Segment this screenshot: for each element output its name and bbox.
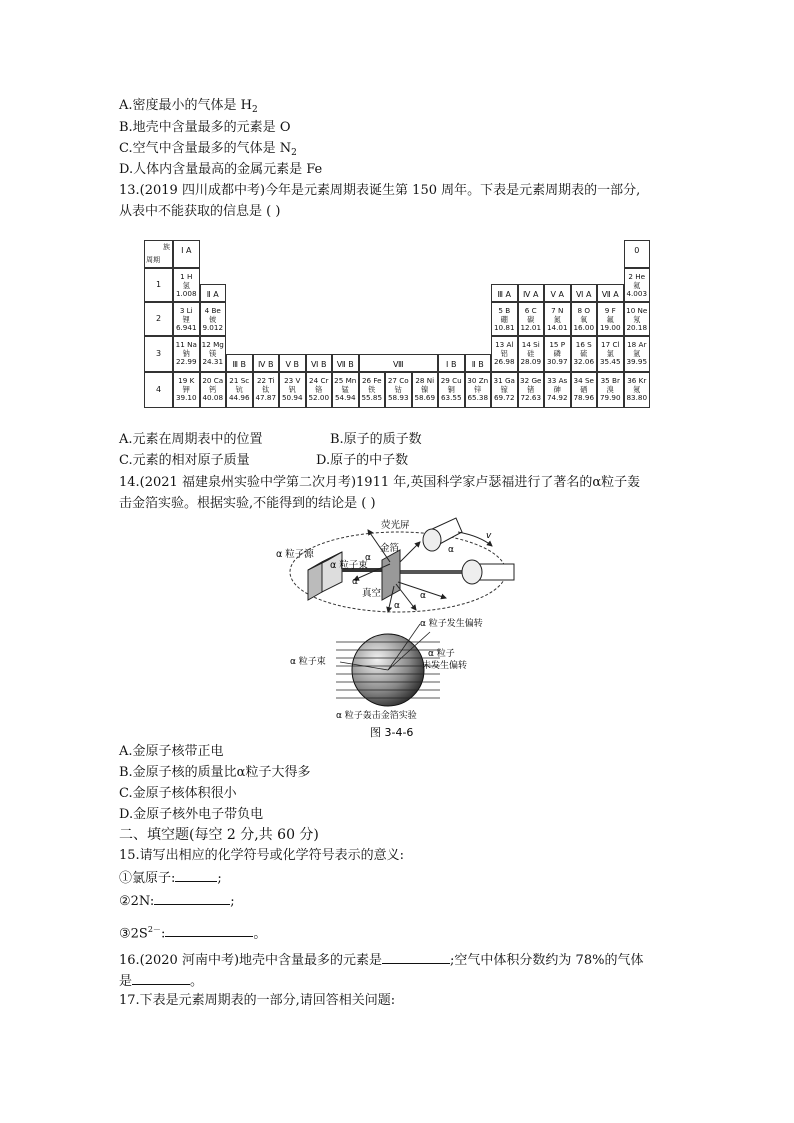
element-cell-He: 2 He 氦 4.003 bbox=[624, 268, 651, 302]
element-cell: 36 Kr 氪 83.80 bbox=[624, 372, 651, 408]
q13-option-d: D.原子的中子数 bbox=[316, 453, 409, 468]
element-cell: 32 Ge 锗 72.63 bbox=[518, 372, 545, 408]
q16-line2: 是 。 bbox=[119, 974, 204, 989]
gold-foil-plate bbox=[382, 550, 400, 600]
element-cell: 33 As 砷 74.92 bbox=[544, 372, 571, 408]
q15-item-3: $③2S^{2-}$: 。 bbox=[119, 925, 267, 942]
element-cell: 6 C 碳 12.01 bbox=[518, 302, 545, 336]
element-cell: 19 K 钾 39.10 bbox=[173, 372, 200, 408]
q12-option-b: B.地壳中含量最多的元素是 O bbox=[119, 120, 291, 135]
rutherford-experiment-figure bbox=[270, 512, 530, 742]
group-label-IIIB: Ⅲ B bbox=[226, 354, 253, 372]
q13-stem-line2: 从表中不能获取的信息是 ( ) bbox=[119, 204, 281, 219]
transmitted-beam-bar bbox=[398, 570, 468, 574]
element-cell: 30 Zn 锌 65.38 bbox=[465, 372, 492, 408]
q13-option-b: B.原子的质子数 bbox=[330, 432, 422, 447]
q13-option-a: A.元素在周期表中的位置 bbox=[119, 432, 263, 447]
label-not-deflected: 未发生偏转 bbox=[422, 661, 468, 671]
element-cell: 25 Mn 锰 54.94 bbox=[332, 372, 359, 408]
element-cell: 35 Br 溴 79.90 bbox=[597, 372, 624, 408]
element-cell: 3 Li 锂 6.941 bbox=[173, 302, 200, 336]
element-cell: 15 P 磷 30.97 bbox=[544, 336, 571, 372]
q12-option-d: D.人体内含量最高的金属元素是 Fe bbox=[119, 162, 323, 177]
element-cell: 12 Mg 镁 24.31 bbox=[200, 336, 227, 372]
element-cell: 4 Be 铍 9.012 bbox=[200, 302, 227, 336]
element-cell: 24 Cr 铬 52.00 bbox=[306, 372, 333, 408]
q14-option-a: A.金原子核带正电 bbox=[119, 744, 224, 759]
period-label: 4 bbox=[144, 372, 173, 408]
period-label: 1 bbox=[144, 268, 173, 302]
element-cell: 34 Se 硒 78.96 bbox=[571, 372, 598, 408]
group-label-IIB: Ⅱ B bbox=[465, 354, 492, 372]
q17-stem: 17.下表是元素周期表的一部分,请回答相关问题: bbox=[119, 993, 396, 1008]
q13-option-c: C.元素的相对原子质量 bbox=[119, 453, 250, 468]
label-alpha-5: α bbox=[448, 545, 454, 555]
q14-option-c: C.金原子核体积很小 bbox=[119, 786, 237, 801]
answer-blank[interactable] bbox=[175, 869, 217, 882]
element-cell: 26 Fe 铁 55.85 bbox=[359, 372, 386, 408]
section-heading: 二、填空题(每空 2 分,共 60 分) bbox=[119, 827, 319, 843]
group-label-VIIA: Ⅶ A bbox=[597, 284, 624, 302]
element-cell: 22 Ti 钛 47.87 bbox=[253, 372, 280, 408]
element-cell: 11 Na 钠 22.99 bbox=[173, 336, 200, 372]
element-cell: 23 V 钒 50.94 bbox=[279, 372, 306, 408]
alpha-arrow-6 bbox=[400, 542, 420, 562]
element-cell: 16 S 硫 32.06 bbox=[571, 336, 598, 372]
q14-option-b: B.金原子核的质量比α粒子大得多 bbox=[119, 765, 311, 780]
group-label-VIA: Ⅵ A bbox=[571, 284, 598, 302]
label-alpha-2: α bbox=[352, 577, 358, 587]
label-alpha-particle: α 粒子 bbox=[428, 649, 455, 659]
q14-stem-line1: 14.(2021 福建泉州实验中学第二次月考)1911 年,英国科学家卢瑟福进行了著名的α粒子轰 bbox=[119, 475, 641, 490]
element-cell: 27 Co 钴 58.93 bbox=[385, 372, 412, 408]
group-label-VIIB: Ⅶ B bbox=[332, 354, 359, 372]
group-label-VIII: Ⅷ bbox=[359, 354, 439, 372]
group-label-IIA: Ⅱ A bbox=[200, 284, 227, 302]
label-alpha-3: α bbox=[394, 601, 400, 611]
element-cell: 31 Ga 镓 69.72 bbox=[491, 372, 518, 408]
group-label-IA: Ⅰ A bbox=[173, 240, 200, 268]
group-label-VA: Ⅴ A bbox=[544, 284, 571, 302]
figure-caption: 图 3-4-6 bbox=[370, 726, 414, 739]
label-alpha-beam: α 粒子束 bbox=[330, 560, 368, 571]
group-label-IB: Ⅰ B bbox=[438, 354, 465, 372]
element-cell: 5 B 硼 10.81 bbox=[491, 302, 518, 336]
answer-blank[interactable] bbox=[154, 892, 230, 905]
q16-line1: 16.(2020 河南中考)地壳中含量最多的元素是 ;空气中体积分数约为 78%的气体 bbox=[119, 953, 644, 968]
label-alpha-4: α bbox=[420, 591, 426, 601]
element-cell: 9 F 氟 19.00 bbox=[597, 302, 624, 336]
label-fluorescent-screen: 荧光屏 bbox=[381, 520, 410, 531]
element-cell: 21 Sc 钪 44.96 bbox=[226, 372, 253, 408]
label-deflected: α 粒子发生偏转 bbox=[420, 619, 483, 629]
q15-item-2: ②2N: ; bbox=[119, 894, 235, 909]
label-beam-bottom: α 粒子束 bbox=[290, 657, 326, 667]
q14-stem-line2: 击金箔实验。根据实验,不能得到的结论是 ( ) bbox=[119, 496, 376, 511]
label-alpha-source: α 粒子源 bbox=[276, 549, 314, 560]
label-alpha-1: α bbox=[365, 553, 371, 563]
element-cell: 10 Ne 氖 20.18 bbox=[624, 302, 651, 336]
label-v: v bbox=[486, 531, 492, 541]
answer-blank[interactable] bbox=[132, 972, 190, 985]
answer-blank[interactable] bbox=[382, 951, 450, 964]
table-corner: 族 周期 bbox=[144, 240, 173, 268]
group-label-IVA: Ⅳ A bbox=[518, 284, 545, 302]
period-label: 2 bbox=[144, 302, 173, 336]
group-label-IIIA: Ⅲ A bbox=[491, 284, 518, 302]
element-cell: 8 O 氧 16.00 bbox=[571, 302, 598, 336]
q12-option-a: A.密度最小的气体是 $H_2$ bbox=[119, 98, 258, 115]
group-label-0: 0 bbox=[624, 240, 651, 268]
element-cell: 17 Cl 氯 35.45 bbox=[597, 336, 624, 372]
q14-option-d: D.金原子核外电子带负电 bbox=[119, 807, 264, 822]
group-label-VIB: Ⅵ B bbox=[306, 354, 333, 372]
q12-option-c: C.空气中含量最多的气体是 $N_2$ bbox=[119, 141, 297, 158]
group-label-VB: Ⅴ B bbox=[279, 354, 306, 372]
detector-right bbox=[462, 560, 514, 584]
element-cell: 18 Ar 氩 39.95 bbox=[624, 336, 651, 372]
detector-top bbox=[423, 518, 462, 551]
element-cell: 28 Ni 镍 58.69 bbox=[412, 372, 439, 408]
q15-item-1: ①氯原子: ; bbox=[119, 871, 222, 886]
element-cell: 20 Ca 钙 40.08 bbox=[200, 372, 227, 408]
element-cell: 14 Si 硅 28.09 bbox=[518, 336, 545, 372]
group-label-IVB: Ⅳ B bbox=[253, 354, 280, 372]
element-cell: 7 N 氮 14.01 bbox=[544, 302, 571, 336]
period-label: 3 bbox=[144, 336, 173, 372]
answer-blank[interactable] bbox=[165, 924, 253, 937]
element-cell: 13 Al 铝 26.98 bbox=[491, 336, 518, 372]
label-gold-foil: 金箔 bbox=[380, 543, 400, 554]
q13-stem-line1: 13.(2019 四川成都中考)今年是元素周期表诞生第 150 周年。下表是元素周期表的一部分, bbox=[119, 183, 641, 198]
label-vacuum: 真空 bbox=[362, 588, 382, 599]
label-experiment-title: α 粒子轰击金箔实验 bbox=[336, 711, 417, 721]
element-cell: 29 Cu 铜 63.55 bbox=[438, 372, 465, 408]
element-cell-H: 1 H 氢 1.008 bbox=[173, 268, 200, 302]
q15-stem: 15.请写出相应的化学符号或化学符号表示的意义: bbox=[119, 848, 405, 863]
